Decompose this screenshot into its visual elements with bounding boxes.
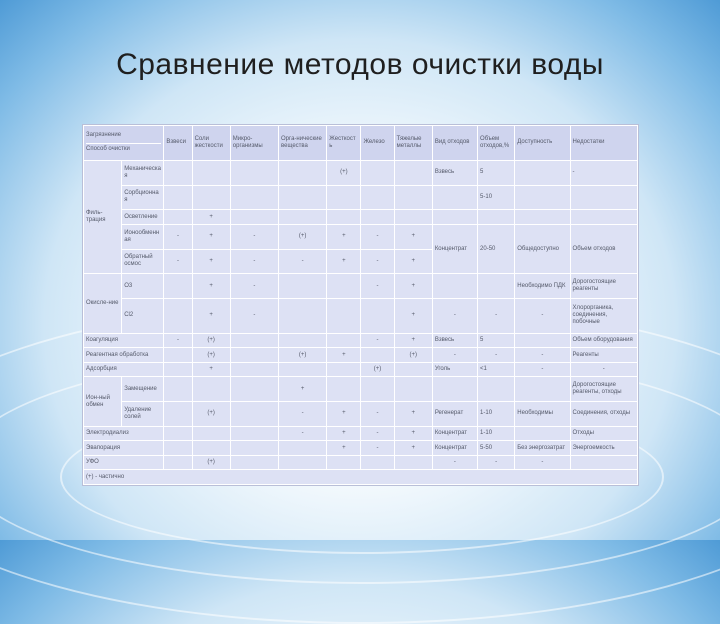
table-row <box>84 402 638 427</box>
table-cell <box>230 455 278 470</box>
table-cell <box>515 210 570 225</box>
header-cell: Доступность <box>515 126 570 161</box>
table-cell: - <box>432 348 477 363</box>
table-cell <box>570 210 637 225</box>
table-cell <box>515 377 570 402</box>
row-label: Эвапорация <box>84 441 164 456</box>
table-cell: + <box>394 441 432 456</box>
table-cell: + <box>327 348 361 363</box>
table-row <box>84 160 638 185</box>
table-cell: + <box>192 210 230 225</box>
table-cell: + <box>394 249 432 274</box>
table-cell: Уголь <box>432 362 477 377</box>
row-label: Удаление солей <box>122 402 164 427</box>
table-cell <box>394 377 432 402</box>
header-cell: Соли жесткости <box>192 126 230 161</box>
header-cell: Недостатки <box>570 126 637 161</box>
table-cell <box>327 362 361 377</box>
row-label: Ионообменная <box>122 224 164 249</box>
slide-title: Сравнение методов очистки воды <box>116 48 604 81</box>
group-label: Окисле-ние <box>84 274 122 334</box>
table-cell: 5 <box>478 333 515 348</box>
table-row <box>84 224 638 249</box>
table-cell: Объем отходов <box>570 224 637 273</box>
table-cell <box>192 160 230 185</box>
table-row <box>84 362 638 377</box>
table-row <box>84 210 638 225</box>
table-cell <box>164 185 192 210</box>
table-cell: Дорогостоящие реагенты, отходы <box>570 377 637 402</box>
table-row <box>84 377 638 402</box>
table-cell: (+) <box>279 348 327 363</box>
row-label: Cl2 <box>122 298 164 333</box>
row-label: O3 <box>122 274 164 299</box>
table-cell: 20-50 <box>478 224 515 273</box>
table-cell <box>327 210 361 225</box>
table-row <box>84 426 638 441</box>
table-cell <box>327 274 361 299</box>
table-cell <box>432 377 477 402</box>
table-cell <box>230 348 278 363</box>
table-cell <box>327 455 361 470</box>
table-cell: - <box>279 249 327 274</box>
table-cell <box>279 274 327 299</box>
table-cell <box>230 210 278 225</box>
table-cell: - <box>515 455 570 470</box>
table-cell <box>164 362 192 377</box>
table-cell: Соединения, отходы <box>570 402 637 427</box>
table-cell <box>361 210 394 225</box>
table-cell: Концентрат <box>432 224 477 273</box>
table-cell <box>570 185 637 210</box>
table-cell: + <box>192 362 230 377</box>
table-cell <box>432 185 477 210</box>
table-cell: - <box>361 333 394 348</box>
table-cell: Необходимы <box>515 402 570 427</box>
table-cell: - <box>164 249 192 274</box>
table-cell: - <box>515 348 570 363</box>
table-cell: (+) <box>394 348 432 363</box>
row-label: Механическая <box>122 160 164 185</box>
table-cell: + <box>394 333 432 348</box>
table-cell <box>279 185 327 210</box>
table-cell: - <box>570 362 637 377</box>
table-cell: - <box>515 298 570 333</box>
table-cell <box>230 160 278 185</box>
table-cell: - <box>230 249 278 274</box>
header-cell: Взвеси <box>164 126 192 161</box>
table-cell <box>279 160 327 185</box>
table-cell: Концентрат <box>432 426 477 441</box>
table-cell: - <box>478 298 515 333</box>
table-cell <box>327 333 361 348</box>
table-cell <box>361 348 394 363</box>
table-cell <box>327 298 361 333</box>
row-label: Коагуляция <box>84 333 164 348</box>
table-cell: - <box>279 402 327 427</box>
table-cell: - <box>361 402 394 427</box>
table-cell: + <box>327 224 361 249</box>
table-cell: Реагенты <box>570 348 637 363</box>
table-cell <box>279 441 327 456</box>
table-row <box>84 441 638 456</box>
table-cell: <1 <box>478 362 515 377</box>
table-cell: + <box>394 224 432 249</box>
table-cell <box>279 333 327 348</box>
table-cell: + <box>394 402 432 427</box>
header-cell: Тяжелые металлы <box>394 126 432 161</box>
row-label: УФО <box>84 455 164 470</box>
row-label: Адсорбция <box>84 362 164 377</box>
table-cell <box>230 185 278 210</box>
table-cell <box>230 426 278 441</box>
table-cell <box>230 441 278 456</box>
table-cell: - <box>230 274 278 299</box>
table-cell <box>279 455 327 470</box>
table-cell: Энергоемкость <box>570 441 637 456</box>
table-cell: + <box>192 224 230 249</box>
table-cell: (+) <box>192 348 230 363</box>
table-cell: (+) <box>192 455 230 470</box>
table-cell <box>164 210 192 225</box>
table-cell: (+) <box>192 402 230 427</box>
header-cell: Железо <box>361 126 394 161</box>
table-cell <box>164 274 192 299</box>
table-cell: (+) <box>192 333 230 348</box>
table-cell <box>515 160 570 185</box>
table-cell <box>361 185 394 210</box>
table-cell <box>570 455 637 470</box>
header-corner-top: Загрязнение <box>86 132 122 139</box>
table-cell <box>230 402 278 427</box>
table-cell <box>394 455 432 470</box>
row-label: Замещение <box>122 377 164 402</box>
table-cell <box>361 455 394 470</box>
table-cell: Без энергозатрат <box>515 441 570 456</box>
table-cell <box>515 185 570 210</box>
table-cell <box>478 377 515 402</box>
footnote: (+) - частично <box>84 470 638 485</box>
table-cell <box>192 185 230 210</box>
table-cell: - <box>230 298 278 333</box>
table-cell <box>164 441 192 456</box>
table-cell: + <box>327 402 361 427</box>
header-cell: Жесткость <box>327 126 361 161</box>
table-cell <box>394 185 432 210</box>
table-cell <box>361 160 394 185</box>
table-cell <box>164 426 192 441</box>
table-cell: - <box>361 224 394 249</box>
table-cell <box>394 160 432 185</box>
table-row <box>84 274 638 299</box>
header-cell: Объем отходов,% <box>478 126 515 161</box>
table-cell <box>394 362 432 377</box>
table-cell: 1-10 <box>478 426 515 441</box>
table-cell: (+) <box>327 160 361 185</box>
table-cell: + <box>394 298 432 333</box>
header-cell: Микро-организмы <box>230 126 278 161</box>
table-cell <box>432 274 477 299</box>
table-cell: - <box>164 333 192 348</box>
table-cell: Концентрат <box>432 441 477 456</box>
table-cell: + <box>327 249 361 274</box>
table-row <box>84 333 638 348</box>
comparison-table <box>82 124 639 486</box>
table-cell <box>432 210 477 225</box>
table-cell: Регенерат <box>432 402 477 427</box>
header-cell: Вид отходов <box>432 126 477 161</box>
table-row <box>84 470 638 485</box>
header-cell: Орга-нические вещества <box>279 126 327 161</box>
table-cell: Взвесь <box>432 333 477 348</box>
table-cell: 1-10 <box>478 402 515 427</box>
table-cell <box>230 333 278 348</box>
table-cell <box>327 185 361 210</box>
table-cell <box>515 333 570 348</box>
table-cell: Взвесь <box>432 160 477 185</box>
table-cell: - <box>432 298 477 333</box>
row-label: Сорбционная <box>122 185 164 210</box>
row-label: Обратный осмос <box>122 249 164 274</box>
table-row <box>84 298 638 333</box>
table-cell <box>164 348 192 363</box>
header-row <box>84 126 638 161</box>
table-cell: + <box>279 377 327 402</box>
row-label: Реагентная обработка <box>84 348 164 363</box>
table-cell <box>279 362 327 377</box>
table-cell: - <box>515 362 570 377</box>
table-cell: 5 <box>478 160 515 185</box>
header-corner <box>84 126 164 161</box>
table-cell: - <box>361 441 394 456</box>
group-label: Филь-трация <box>84 160 122 273</box>
table-cell: 5-50 <box>478 441 515 456</box>
table-cell: - <box>432 455 477 470</box>
table-cell: - <box>361 249 394 274</box>
table-cell: - <box>478 455 515 470</box>
table-cell: 5-10 <box>478 185 515 210</box>
row-label: Электродиализ <box>84 426 164 441</box>
table-cell <box>515 426 570 441</box>
table-cell: + <box>192 249 230 274</box>
table-cell: + <box>327 441 361 456</box>
table-cell: Общедоступно <box>515 224 570 273</box>
table-cell <box>164 402 192 427</box>
table-cell: Отходы <box>570 426 637 441</box>
table-cell: + <box>394 426 432 441</box>
table-cell <box>279 298 327 333</box>
table-cell <box>478 210 515 225</box>
table-cell: - <box>361 274 394 299</box>
table-cell: Объем оборудования <box>570 333 637 348</box>
table-row <box>84 348 638 363</box>
table-cell <box>361 377 394 402</box>
table-cell: - <box>279 426 327 441</box>
table-cell: - <box>570 160 637 185</box>
table-cell: (+) <box>279 224 327 249</box>
table-cell: Необходимо ПДК <box>515 274 570 299</box>
table-cell: (+) <box>361 362 394 377</box>
table-cell: - <box>164 224 192 249</box>
table-row <box>84 455 638 470</box>
table-cell: Хлорорганика, соединения, побочные <box>570 298 637 333</box>
table-cell <box>230 377 278 402</box>
table-cell <box>361 298 394 333</box>
header-corner-bottom: Способ очистки <box>86 143 161 153</box>
table-cell <box>327 377 361 402</box>
row-label: Осветление <box>122 210 164 225</box>
table-cell: + <box>192 298 230 333</box>
table-row <box>84 185 638 210</box>
table-cell <box>279 210 327 225</box>
group-label: Ион-ный обмен <box>84 377 122 426</box>
table-cell: - <box>361 426 394 441</box>
table-cell: - <box>478 348 515 363</box>
table-cell <box>164 298 192 333</box>
table-cell <box>192 426 230 441</box>
table-cell <box>478 274 515 299</box>
table-cell <box>164 455 192 470</box>
table-cell: - <box>230 224 278 249</box>
table-cell: Дорогостоящие реагенты <box>570 274 637 299</box>
table-cell: + <box>192 274 230 299</box>
table-cell <box>192 441 230 456</box>
table-cell <box>164 377 192 402</box>
table-cell: + <box>327 426 361 441</box>
table-cell <box>192 377 230 402</box>
table-cell <box>394 210 432 225</box>
table-cell: + <box>394 274 432 299</box>
table-cell <box>164 160 192 185</box>
table-cell <box>230 362 278 377</box>
